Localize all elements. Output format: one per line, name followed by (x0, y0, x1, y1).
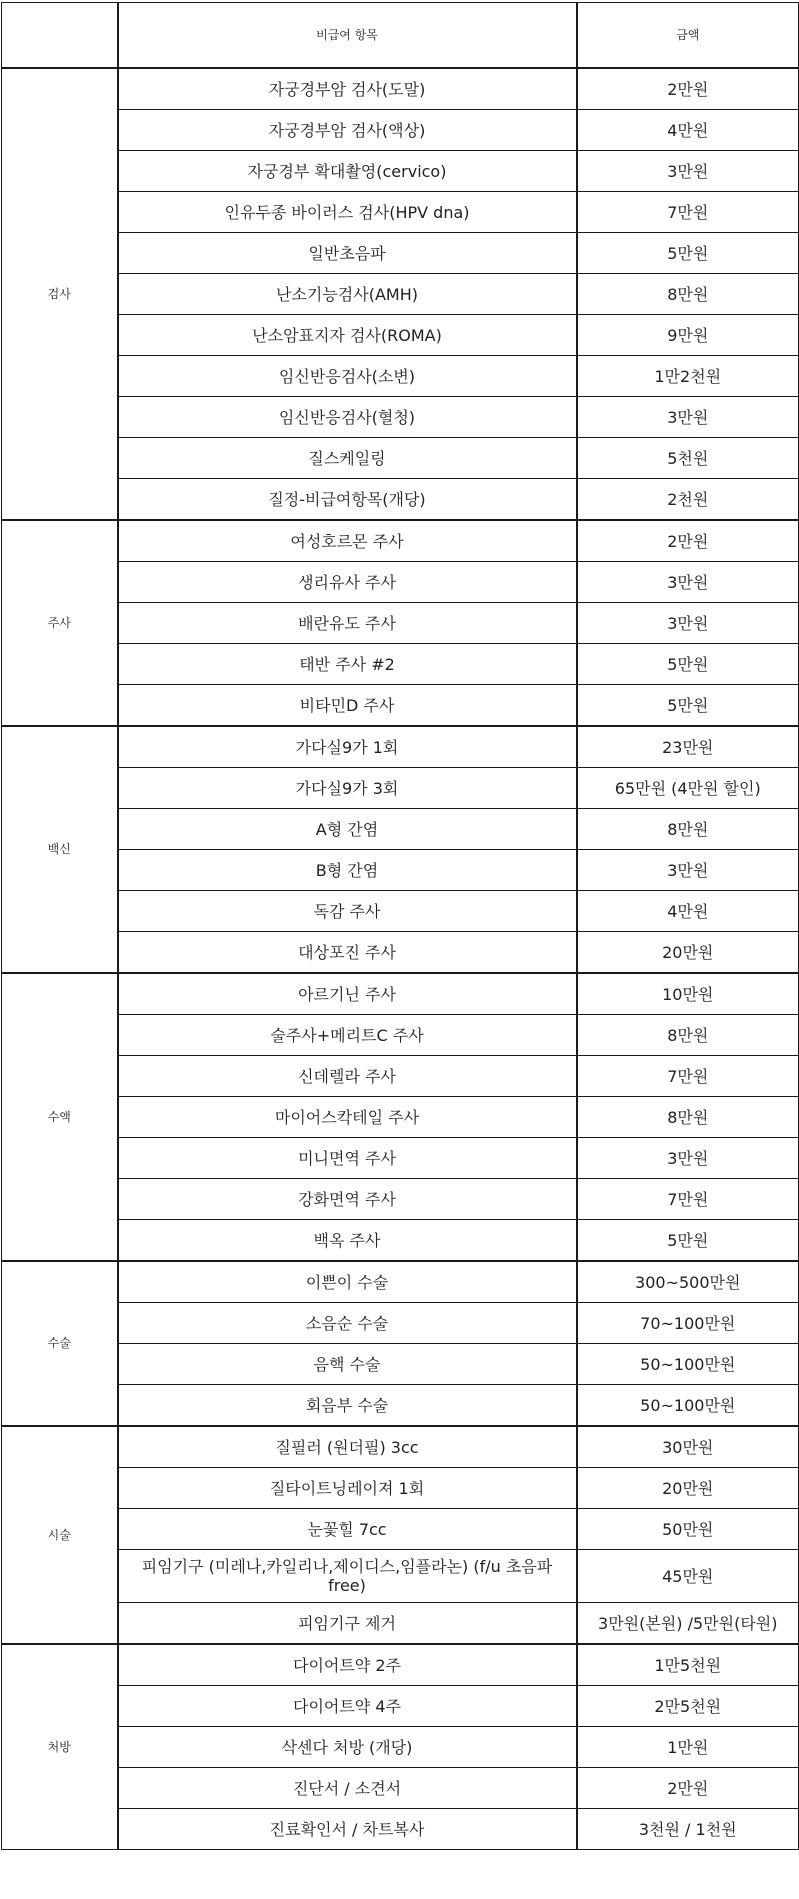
table-row (2, 1426, 799, 1468)
category-cell: 수술 (2, 1261, 118, 1426)
table-row (2, 520, 799, 562)
price-cell: 30만원 (577, 1426, 799, 1468)
category-cell: 검사 (2, 68, 118, 520)
table-row (2, 233, 799, 274)
item-cell: 백옥 주사 (118, 1220, 577, 1262)
price-cell: 2만원 (577, 520, 799, 562)
table-row (2, 1056, 799, 1097)
price-cell: 20만원 (577, 1468, 799, 1509)
table-row (2, 932, 799, 974)
price-cell: 10만원 (577, 973, 799, 1015)
item-cell: 강화면역 주사 (118, 1179, 577, 1220)
item-cell: 임신반응검사(소변) (118, 356, 577, 397)
table-row (2, 603, 799, 644)
category-cell: 시술 (2, 1426, 118, 1644)
item-cell: 진료확인서 / 차트복사 (118, 1809, 577, 1850)
table-row (2, 1603, 799, 1645)
price-cell: 5만원 (577, 1220, 799, 1262)
price-cell: 3만원 (577, 1138, 799, 1179)
price-cell: 4만원 (577, 891, 799, 932)
table-header-row (2, 3, 799, 69)
item-cell: 피임기구 (미레나,카일리나,제이디스,임플라논) (f/u 초음파 free) (118, 1550, 577, 1603)
table-row (2, 1385, 799, 1427)
item-cell: 신데렐라 주사 (118, 1056, 577, 1097)
price-cell: 4만원 (577, 110, 799, 151)
table-row (2, 1509, 799, 1550)
item-cell: 대상포진 주사 (118, 932, 577, 974)
table-row (2, 192, 799, 233)
table-row (2, 644, 799, 685)
item-cell: 눈꽃힐 7cc (118, 1509, 577, 1550)
table-row (2, 274, 799, 315)
item-cell: 마이어스칵테일 주사 (118, 1097, 577, 1138)
price-cell: 5만원 (577, 685, 799, 727)
item-cell: 질정-비급여항목(개당) (118, 479, 577, 521)
price-cell: 45만원 (577, 1550, 799, 1603)
item-cell: 소음순 수술 (118, 1303, 577, 1344)
price-cell: 65만원 (4만원 할인) (577, 768, 799, 809)
price-cell: 70~100만원 (577, 1303, 799, 1344)
table-row (2, 1550, 799, 1603)
header-price-cell: 금액 (577, 3, 799, 69)
table-row (2, 356, 799, 397)
item-cell: B형 간염 (118, 850, 577, 891)
price-cell: 8만원 (577, 1097, 799, 1138)
table-row (2, 438, 799, 479)
price-cell: 3만원(본원) /5만원(타원) (577, 1603, 799, 1645)
table-row (2, 768, 799, 809)
price-cell: 7만원 (577, 1056, 799, 1097)
price-table-body (2, 3, 799, 1850)
item-cell: 인유두종 바이러스 검사(HPV dna) (118, 192, 577, 233)
item-cell: 자궁경부암 검사(도말) (118, 68, 577, 110)
item-cell: 자궁경부암 검사(액상) (118, 110, 577, 151)
item-cell: 태반 주사 #2 (118, 644, 577, 685)
table-row (2, 891, 799, 932)
price-cell: 1만2천원 (577, 356, 799, 397)
table-row (2, 562, 799, 603)
table-row (2, 1179, 799, 1220)
item-cell: 가다실9가 1회 (118, 726, 577, 768)
table-row (2, 315, 799, 356)
table-row (2, 1220, 799, 1262)
item-cell: 독감 주사 (118, 891, 577, 932)
table-row (2, 850, 799, 891)
price-cell: 3만원 (577, 603, 799, 644)
table-row (2, 1644, 799, 1686)
table-row (2, 1261, 799, 1303)
table-row (2, 68, 799, 110)
header-item-cell: 비급여 항목 (118, 3, 577, 69)
price-cell: 7만원 (577, 1179, 799, 1220)
table-row (2, 726, 799, 768)
table-row (2, 1015, 799, 1056)
price-cell: 2천원 (577, 479, 799, 521)
price-cell: 1만5천원 (577, 1644, 799, 1686)
price-cell: 8만원 (577, 1015, 799, 1056)
price-table (1, 2, 799, 1850)
table-row (2, 479, 799, 521)
item-cell: A형 간염 (118, 809, 577, 850)
price-cell: 20만원 (577, 932, 799, 974)
price-cell: 5천원 (577, 438, 799, 479)
item-cell: 술주사+메리트C 주사 (118, 1015, 577, 1056)
table-row (2, 1686, 799, 1727)
table-row (2, 809, 799, 850)
price-cell: 5만원 (577, 644, 799, 685)
price-cell: 7만원 (577, 192, 799, 233)
table-row (2, 1097, 799, 1138)
price-cell: 3만원 (577, 850, 799, 891)
category-cell: 처방 (2, 1644, 118, 1850)
price-cell: 5만원 (577, 233, 799, 274)
price-cell: 3만원 (577, 562, 799, 603)
price-cell: 2만5천원 (577, 1686, 799, 1727)
item-cell: 이쁜이 수술 (118, 1261, 577, 1303)
item-cell: 난소기능검사(AMH) (118, 274, 577, 315)
table-row (2, 151, 799, 192)
item-cell: 다이어트약 4주 (118, 1686, 577, 1727)
table-row (2, 1138, 799, 1179)
table-row (2, 1468, 799, 1509)
table-row (2, 1768, 799, 1809)
item-cell: 질타이트닝레이져 1회 (118, 1468, 577, 1509)
price-cell: 50만원 (577, 1509, 799, 1550)
table-row (2, 397, 799, 438)
item-cell: 일반초음파 (118, 233, 577, 274)
item-cell: 난소암표지자 검사(ROMA) (118, 315, 577, 356)
price-cell: 3천원 / 1천원 (577, 1809, 799, 1850)
item-cell: 배란유도 주사 (118, 603, 577, 644)
header-category-cell (2, 3, 118, 69)
item-cell: 아르기닌 주사 (118, 973, 577, 1015)
price-cell: 3만원 (577, 397, 799, 438)
item-cell: 질필러 (원더필) 3cc (118, 1426, 577, 1468)
price-cell: 1만원 (577, 1727, 799, 1768)
item-cell: 피임기구 제거 (118, 1603, 577, 1645)
item-cell: 비타민D 주사 (118, 685, 577, 727)
price-cell: 23만원 (577, 726, 799, 768)
category-cell: 주사 (2, 520, 118, 726)
item-cell: 여성호르몬 주사 (118, 520, 577, 562)
item-cell: 질스케일링 (118, 438, 577, 479)
table-row (2, 1727, 799, 1768)
price-cell: 3만원 (577, 151, 799, 192)
price-cell: 50~100만원 (577, 1385, 799, 1427)
table-row (2, 685, 799, 727)
price-cell: 9만원 (577, 315, 799, 356)
price-cell: 2만원 (577, 1768, 799, 1809)
item-cell: 자궁경부 확대촬영(cervico) (118, 151, 577, 192)
table-row (2, 1809, 799, 1850)
item-cell: 가다실9가 3회 (118, 768, 577, 809)
item-cell: 생리유사 주사 (118, 562, 577, 603)
item-cell: 미니면역 주사 (118, 1138, 577, 1179)
price-cell: 2만원 (577, 68, 799, 110)
category-cell: 백신 (2, 726, 118, 973)
item-cell: 다이어트약 2주 (118, 1644, 577, 1686)
price-cell: 8만원 (577, 274, 799, 315)
item-cell: 음핵 수술 (118, 1344, 577, 1385)
item-cell: 회음부 수술 (118, 1385, 577, 1427)
table-row (2, 973, 799, 1015)
item-cell: 삭센다 처방 (개당) (118, 1727, 577, 1768)
table-row (2, 1344, 799, 1385)
price-cell: 50~100만원 (577, 1344, 799, 1385)
item-cell: 임신반응검사(혈청) (118, 397, 577, 438)
category-cell: 수액 (2, 973, 118, 1261)
price-cell: 300~500만원 (577, 1261, 799, 1303)
table-row (2, 1303, 799, 1344)
price-cell: 8만원 (577, 809, 799, 850)
table-row (2, 110, 799, 151)
item-cell: 진단서 / 소견서 (118, 1768, 577, 1809)
